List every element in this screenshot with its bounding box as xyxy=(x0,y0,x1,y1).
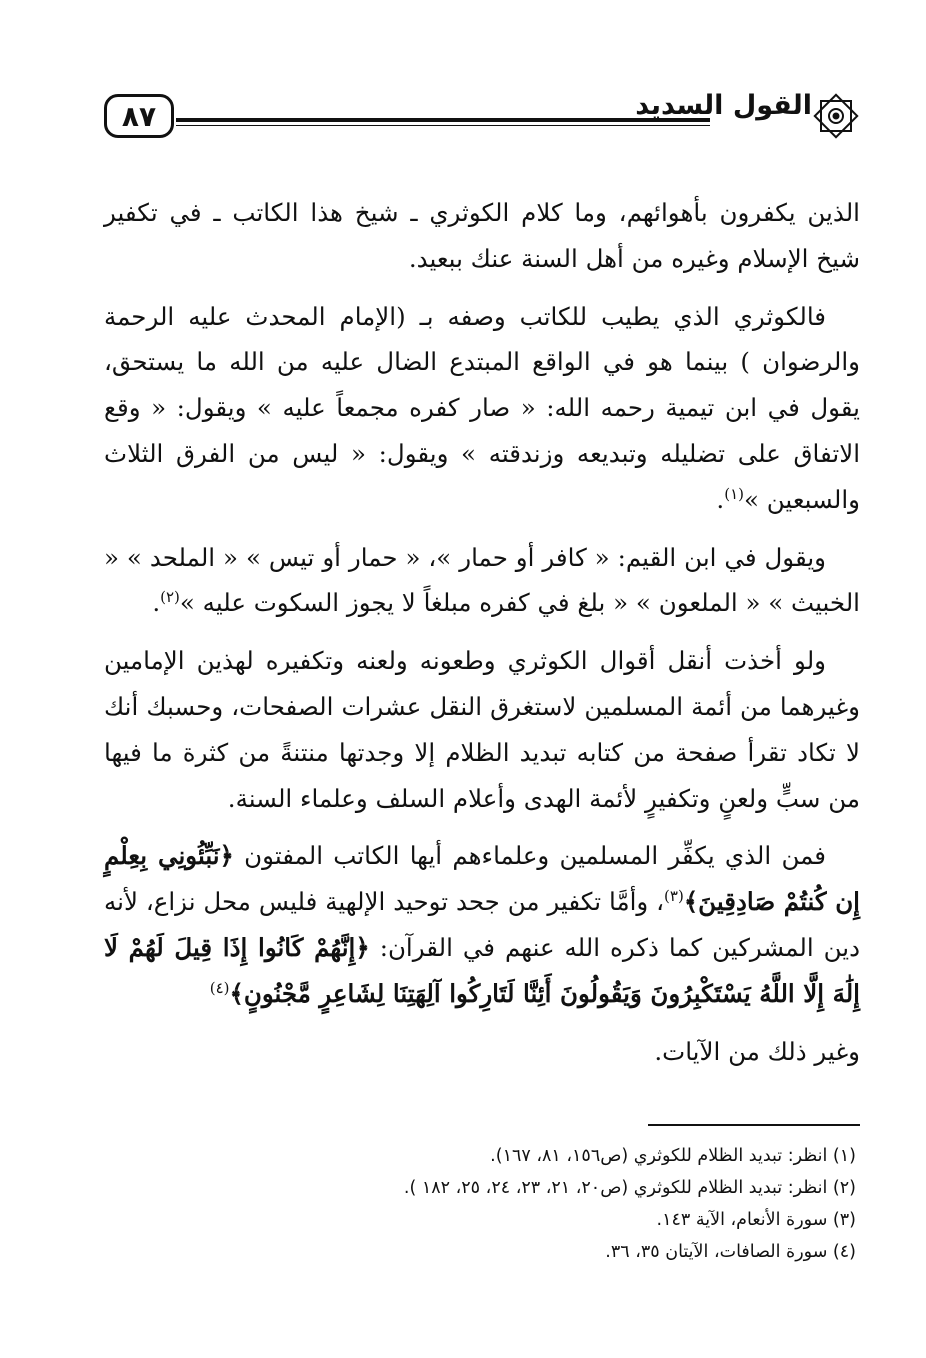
page-header xyxy=(100,88,860,158)
footnote-ref: (٢) xyxy=(160,588,180,607)
page-number-text: ٨٧ xyxy=(121,99,157,133)
paragraph: وغير ذلك من الآيات. xyxy=(654,1036,860,1066)
footnote-ref: (٤) xyxy=(209,978,230,997)
header-rule xyxy=(176,118,710,122)
footnote-ref: (٣) xyxy=(664,887,684,905)
footnote: (٣) سورة الأنعام، الآية ١٤٣. xyxy=(656,1210,856,1230)
quran-verse: ﴿إِنَّهُمْ كَانُوا إِذَا قِيلَ لَهُمْ لَا إِلَٰهَ إِلَّا اللَّهُ يَسْتَكْبِرُونَ وَيَقُولُونَ أَئِنَّا لَتَارِكُوا آلِهَتِنَا لِشَاعِرٍ مَّجْنُونٍ﴾ xyxy=(104,932,860,1008)
book-title: القول السديد xyxy=(635,90,812,121)
paragraph: فالكوثري الذي يطيب للكاتب وصفه بـ (الإمام المحدث عليه الرحمة والرضوان ) بينما هو في الواقع المبتدع الضال عليه من الله ما يستحق، يقول في ابن تيمية رحمه الله: « صار كفره مجمعاً عليه » ويقول: « وقع الاتفاق على تضليله وتبديعه وزندقته » ويقول: « ليس من الفرق الثلاث والسبعين »$^{(١)}$. xyxy=(104,301,860,514)
paragraph: الذين يكفرون بأهوائهم، وما كلام الكوثري ـ شيخ هذا الكاتب ـ في تكفير شيخ الإسلام وغيره من أهل السنة عنك ببعيد. xyxy=(104,198,860,273)
footnotes xyxy=(104,1140,856,1268)
paragraph: فمن الذي يكفِّر المسلمين وعلماءهم أيها الكاتب المفتون ﴿نَبِّئُونِي بِعِلْمٍ إِن كُنتُمْ صَادِقِينَ﴾$^{(٣)}$، وأمَّا تكفير من جحد توحيد الإلهية فليس محل نزاع، لأنه دين المشركين كما ذكره الله عنهم في القرآن: ﴿إِنَّهُمْ كَانُوا إِذَا قِيلَ لَهُمْ لَا إِلَٰهَ إِلَّا اللَّهُ يَسْتَكْبِرُونَ وَيَقُولُونَ أَئِنَّا لَتَارِكُوا آلِهَتِنَا لِشَاعِرٍ مَّجْنُونٍ﴾$^{(٤)}$ xyxy=(104,841,861,1008)
paragraph: ولو أخذت أنقل أقوال الكوثري وطعونه ولعنه وتكفيره لهذين الإمامين وغيرهما من أئمة المسلمين لاستغرق النقل عشرات الصفحات، وحسبك أنك لا تكاد تقرأ صفحة من كتابه تبديد الظلام إلا وجدتها منتنةً من كثرة ما فيها من سبٍّ ولعنٍ وتكفيرٍ لأئمة الهدى وأعلام السلف وعلماء السنة. xyxy=(104,646,860,813)
footnote: (١) انظر: تبديد الظلام للكوثري (ص١٥٦، ٨١، ١٦٧). xyxy=(490,1146,856,1166)
main-text xyxy=(104,190,860,1086)
footnote: (٤) سورة الصافات، الآيتان ٣٥، ٣٦. xyxy=(605,1242,856,1262)
footnote: (٢) انظر: تبديد الظلام للكوثري (ص٢٠، ٢١، ٢٣، ٢٤، ٢٥، ١٨٢ ). xyxy=(403,1178,856,1198)
quran-verse: ﴿نَبِّئُونِي بِعِلْمٍ إِن كُنتُمْ صَادِقِينَ﴾ xyxy=(104,841,860,917)
footnote-divider xyxy=(648,1124,860,1126)
footnote-ref: (١) xyxy=(724,484,744,503)
paragraph: ويقول في ابن القيم: « كافر أو حمار »، « حمار أو تيس » « الملحد » « الخبيث » « الملعون » « بلغ في كفره مبلغاً لا يجوز السكوت عليه »$^{(٢)}$. xyxy=(104,542,860,618)
page-number xyxy=(104,94,174,138)
octagram-flower-icon xyxy=(812,88,860,144)
header-rule-thin xyxy=(176,125,710,126)
